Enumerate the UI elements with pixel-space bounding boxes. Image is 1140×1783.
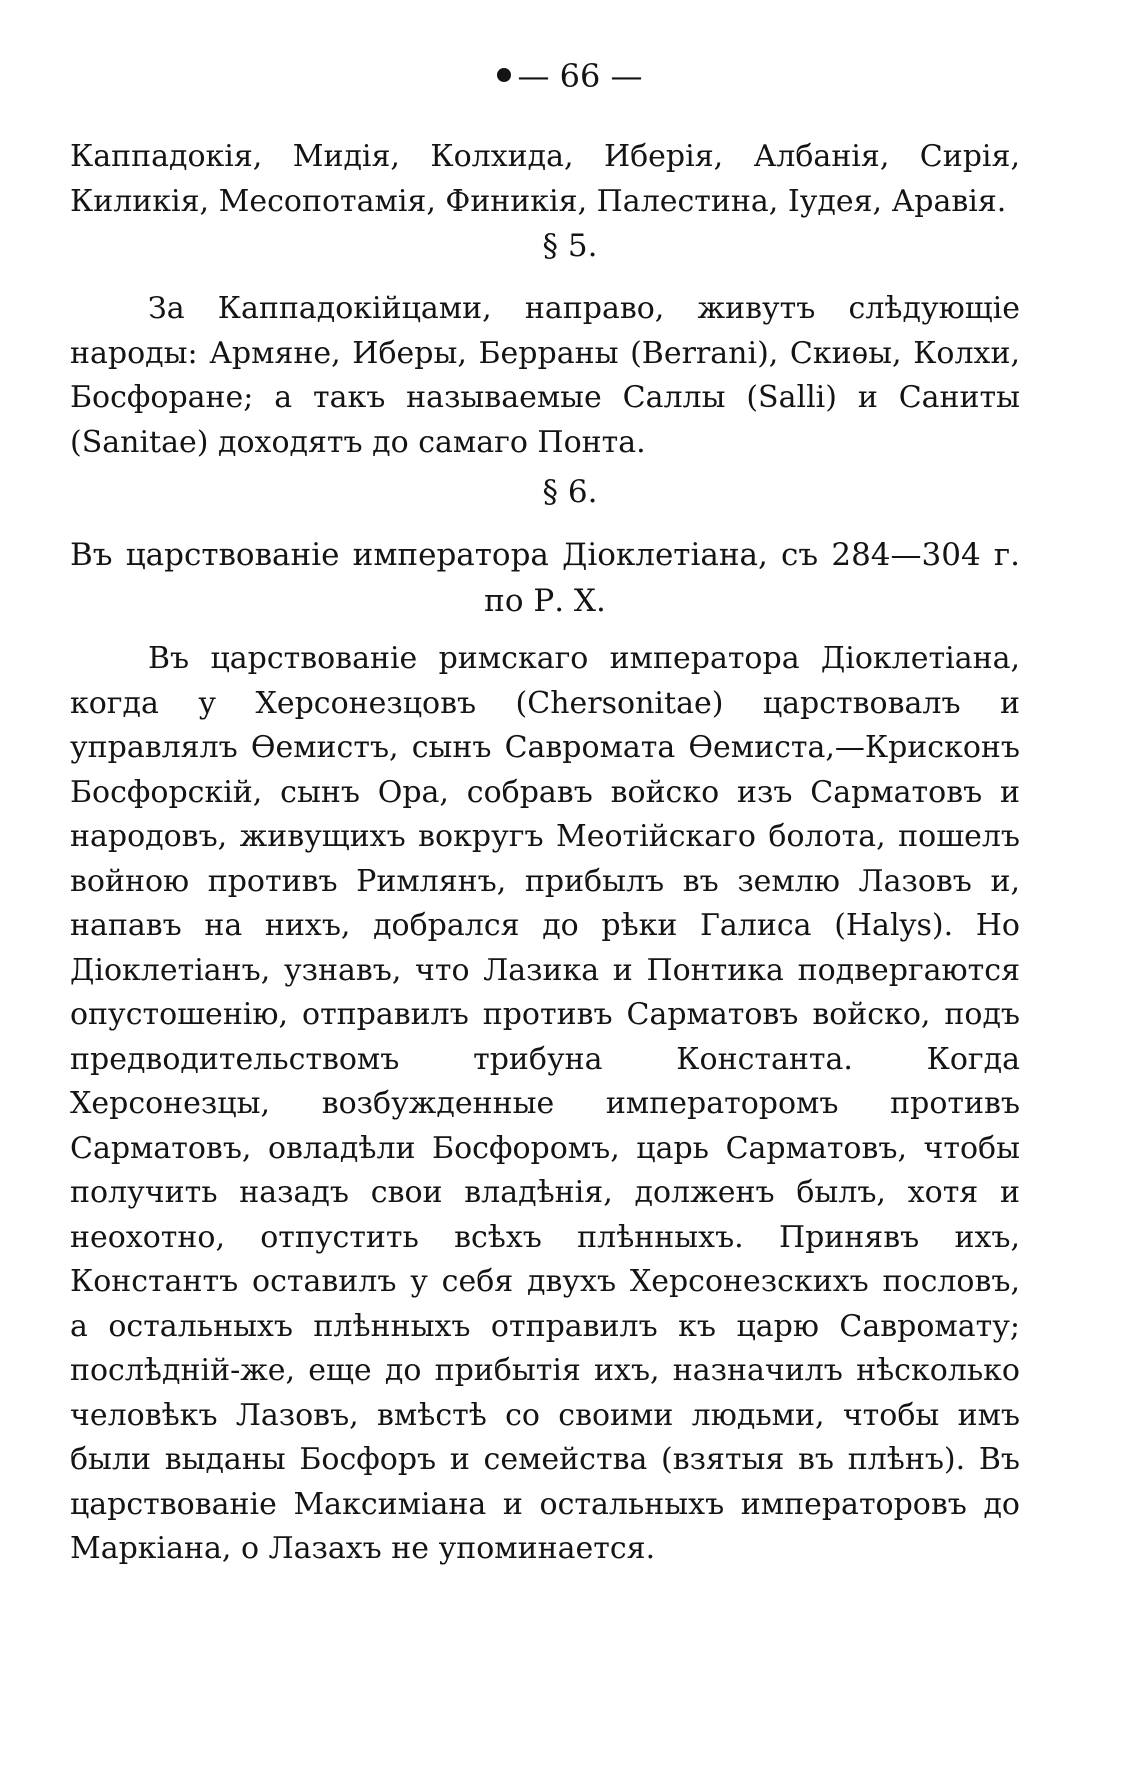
- section-6-text: Въ царствованіе римскаго императора Діоклетіана, когда у Херсонезцовъ (Chersonitae) царствовалъ и управлялъ Ѳемистъ, сынъ Савромата Ѳемиста,—Крисконъ Босфорскій, сынъ Ора, собравъ войско изъ Сарматовъ и народовъ, живущихъ вокругъ Меотійскаго болота, пошелъ войною противъ Римлянъ, прибылъ въ землю Лазовъ и, напавъ на нихъ, добрался до рѣки Галиса (Halys). Но Діоклетіанъ, узнавъ, что Лазика и Понтика подвергаются опустошенію, отправилъ противъ Сарматовъ войско, подъ предводительствомъ трибуна Константа. Когда Херсонезцы, возбужденные императоромъ противъ Сарматовъ, овладѣли Босфоромъ, царь Сарматовъ, чтобы получить назадъ свои владѣнія, долженъ былъ, хотя и неохотно, отпустить всѣхъ плѣнныхъ. Принявъ ихъ, Константъ оставилъ у себя двухъ Херсонезскихъ пословъ, а остальныхъ плѣнныхъ отправилъ къ царю Савромату; послѣдній-же, еще до прибытія ихъ, назначилъ нѣсколько человѣкъ Лазовъ, вмѣстѣ со своими людьми, чтобы имъ были выданы Босфоръ и семейства (взятыя въ плѣнъ). Въ царствованіе Максиміана и остальныхъ императоровъ до Маркіана, о Лазахъ не упоминается.: [70, 641, 1020, 1566]
- page-number: — 66 —: [517, 57, 643, 95]
- section-5-heading: § 5.: [542, 228, 598, 264]
- ink-dot-mark: [497, 68, 511, 82]
- section-6-heading: § 6.: [542, 474, 598, 510]
- section-6-title: Въ царствованіе императора Діоклетіана, съ 284—304 г. по Р. Х.: [70, 537, 1020, 619]
- section-5-paragraph: [70, 287, 1020, 465]
- page-header: [0, 52, 1140, 100]
- intro-text: Каппадокія, Мидія, Колхида, Иберія, Албанія, Сирія, Киликія, Месопотамія, Финикія, Палестина, Іудея, Аравія.: [70, 139, 1020, 219]
- section-6-paragraph: [70, 637, 1020, 1572]
- section-5-text: За Каппадокійцами, направо, живутъ слѣдующіе народы: Армяне, Иберы, Берраны (Berrani), Скиѳы, Колхи, Босфоране; а такъ называемые Саллы (Salli) и Саниты (Sanitae) доходятъ до самаго Понта.: [70, 291, 1020, 460]
- intro-paragraph: [70, 135, 1020, 224]
